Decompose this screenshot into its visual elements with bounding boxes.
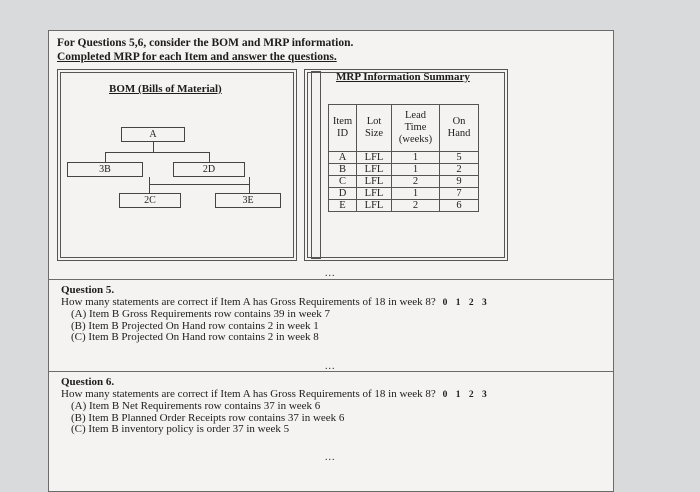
cell-on-hand: 5 [440, 152, 479, 164]
bom-node-3e: 3E [215, 193, 281, 208]
cell-item: A [329, 152, 357, 164]
table-row [329, 188, 479, 200]
bom-connector [149, 177, 150, 193]
table-row [329, 164, 479, 176]
question-5-choices: 0 1 2 3 [442, 297, 487, 308]
cell-on-hand: 2 [440, 164, 479, 176]
bom-node-a: A [121, 127, 185, 142]
section-divider [49, 279, 613, 280]
header-lot-size: Lot Size [357, 105, 392, 152]
cell-on-hand: 9 [440, 176, 479, 188]
cell-item: D [329, 188, 357, 200]
header-lead-time: Lead Time (weeks) [392, 105, 440, 152]
question-5-heading: Question 5. [61, 284, 115, 296]
cell-lead-time: 2 [392, 200, 440, 212]
question-6-option-b: (B) Item B Planned Order Receipts row contains 37 in week 6 [71, 411, 345, 424]
table-row [329, 152, 479, 164]
cell-lot-size: LFL [357, 188, 392, 200]
ellipsis: ... [325, 452, 336, 463]
header-item-id: Item ID [329, 105, 357, 152]
ellipsis: ... [325, 361, 336, 372]
mrp-table [328, 104, 479, 212]
question-5-option-a: (A) Item B Gross Requirements row contains 39 in week 7 [71, 308, 331, 320]
cell-item: B [329, 164, 357, 176]
question-6-choices: 0 1 2 3 [442, 389, 487, 400]
instructions [57, 36, 353, 64]
question-6-prompt: How many statements are correct if Item A has Gross Requirements of 18 in week 8? [61, 387, 436, 400]
bom-title: BOM (Bills of Material) [109, 83, 222, 95]
table-row [329, 200, 479, 212]
cell-on-hand: 7 [440, 188, 479, 200]
bom-node-3b: 3B [67, 162, 143, 177]
bom-connector [153, 142, 154, 152]
cell-lead-time: 1 [392, 188, 440, 200]
cell-item: C [329, 176, 357, 188]
bom-connector [249, 177, 250, 193]
mrp-frame-bar [311, 71, 321, 259]
cell-item: E [329, 200, 357, 212]
bom-node-2c: 2C [119, 193, 181, 208]
cell-lot-size: LFL [357, 152, 392, 164]
question-6-heading: Question 6. [61, 376, 115, 388]
mrp-title: MRP Information Summary [336, 71, 470, 83]
bom-connector [149, 184, 249, 185]
cell-on-hand: 6 [440, 200, 479, 212]
section-divider [49, 371, 613, 372]
bom-node-2d: 2D [173, 162, 245, 177]
bom-connector [105, 152, 106, 162]
instructions-line-2: Completed MRP for each Item and answer the questions. [57, 51, 337, 63]
question-6-option-c: (C) Item B inventory policy is order 37 in week 5 [71, 423, 290, 435]
table-row [329, 176, 479, 188]
question-6-option-a: (A) Item B Net Requirements row contains 37 in week 6 [71, 400, 321, 412]
question-5-option-b: (B) Item B Projected On Hand row contains 2 in week 1 [71, 319, 319, 332]
cell-lead-time: 2 [392, 176, 440, 188]
mrp-header-row [329, 105, 479, 152]
cell-lead-time: 1 [392, 164, 440, 176]
instructions-line-1: For Questions 5,6, consider the BOM and MRP information. [57, 37, 354, 49]
question-6 [61, 377, 487, 436]
cell-lot-size: LFL [357, 176, 392, 188]
bom-connector [209, 152, 210, 162]
worksheet [48, 30, 614, 492]
question-5-option-c: (C) Item B Projected On Hand row contains 2 in week 8 [71, 331, 319, 343]
cell-lead-time: 1 [392, 152, 440, 164]
ellipsis: ... [325, 268, 336, 279]
question-5-prompt: How many statements are correct if Item A has Gross Requirements of 18 in week 8? [61, 295, 436, 308]
cell-lot-size: LFL [357, 200, 392, 212]
bom-connector [105, 152, 209, 153]
cell-lot-size: LFL [357, 164, 392, 176]
question-5 [61, 285, 487, 344]
header-on-hand: On Hand [440, 105, 479, 152]
